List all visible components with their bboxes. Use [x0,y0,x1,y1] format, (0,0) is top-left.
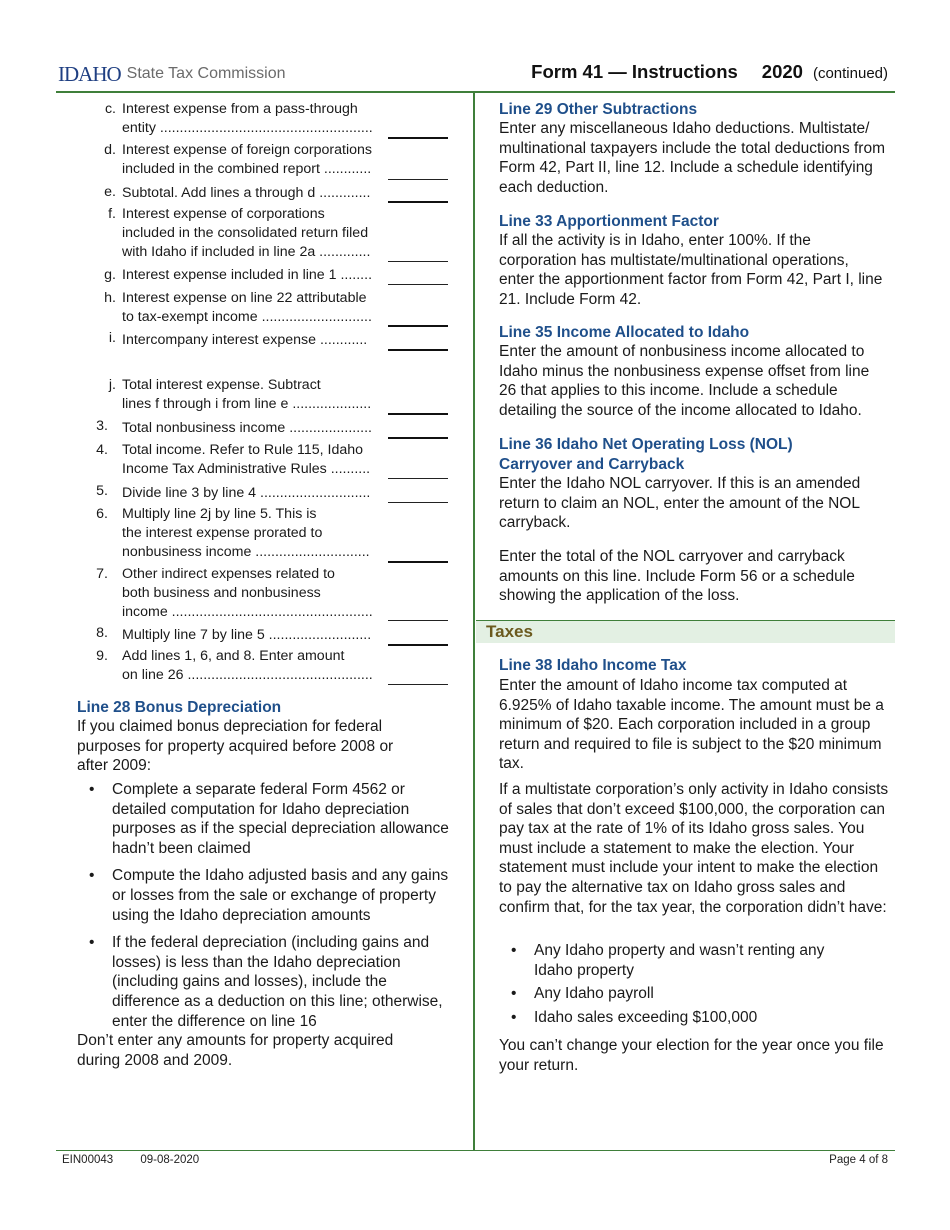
line29-body: Enter any miscellaneous Idaho deductions. Multistate/ multinational taxpayers include the total deductions from Form 42, Part II, line 12. Include a schedule identifying each deduction. [499,120,885,196]
list-item: • If the federal depreciation (including gains and losses) is less than the Idaho depreciation (including gains and losses), include the difference as a deduction on this line; otherwise, enter the difference on line 16 [77,933,452,1031]
row-text: Interest expense of corporations [122,206,325,222]
list-item: • Any Idaho payroll [499,984,849,1004]
taxes-section-heading [476,621,895,643]
row-text: Multiply line 2j by line 5. This is [122,506,317,522]
row-text: Total income. Refer to Rule 115, Idaho [122,442,364,458]
row-text: both business and nonbusiness [122,585,321,601]
row-text: Subtotal. Add lines a through d ............. [122,185,371,201]
line38-title: Line 38 Idaho Income Tax [499,657,687,674]
row-text: Divide line 3 by line 4 ............................ [122,485,371,501]
taxes-heading-text: Taxes [486,622,533,641]
line28-intro: If you claimed bonus depreciation for federal purposes for property acquired before 2008 or after 2009: [77,718,394,775]
header-divider [56,91,895,93]
row-label: 7. [96,566,108,582]
line36-body: Enter the Idaho NOL carryover. If this is an amended return to claim an NOL, enter the amount of the NOL carryback. [499,475,861,532]
row-text: on line 26 ............................................... [122,667,373,683]
amount-line [388,284,448,285]
row-text: Total interest expense. Subtract [122,377,321,393]
row-label: 8. [96,625,108,641]
amount-line [388,437,448,439]
amount-line [388,413,448,415]
line38-body-2: If a multistate corporation’s only activity in Idaho consists of sales that don’t exceed $100,000, the corporation can pay tax at the rate of 1% of its Idaho gross sales. You must include a statement to make the election. Your statement must include your intent to make the election to pay the alternative tax on Idaho gross sales and confirm that, for the tax year, the corporation didn’t have: [499,781,889,916]
row-label: 4. [96,442,108,458]
row-text: Interest expense included in line 1 ........ [122,267,373,283]
row-text: entity ...................................................... [122,120,373,136]
row-text: Interest expense on line 22 attributable [122,290,367,306]
brand-wordmark: IDAHO [58,61,121,86]
form-year: 2020 [761,61,803,82]
row-text: with Idaho if included in line 2a ............. [122,244,371,260]
line28-closing: Don’t enter any amounts for property acquired during 2008 and 2009. [77,1032,394,1069]
amount-line [388,137,448,139]
row-label: j. [108,377,116,393]
row-label: d. [104,142,116,158]
row-label: 9. [96,648,108,664]
amount-line [388,349,448,351]
footer-left [62,1154,199,1166]
page-header [531,61,888,83]
agency-name: State Tax Commission [126,65,286,82]
line33-title: Line 33 Apportionment Factor [499,213,719,230]
row-label: 3. [96,418,108,434]
continued-label: (continued) [812,65,888,82]
line38-bullet-list [499,941,849,1031]
line36-body-2: Enter the total of the NOL carryover and carryback amounts on this line. Include Form 56 or a schedule showing the application of the loss. [499,548,855,605]
amount-line [388,644,448,646]
row-text: Total nonbusiness income ..................... [122,420,372,436]
amount-line [388,620,448,621]
page-number: Page 4 of 8 [829,1154,888,1166]
row-text: Interest expense from a pass-through [122,101,358,117]
row-label: i. [108,330,116,346]
agency-logo [58,62,286,86]
form-code: EIN00043 [62,1154,114,1166]
row-text: Intercompany interest expense ............ [122,332,368,348]
line38-closing: You can’t change your election for the year once you file your return. [499,1037,884,1074]
amount-line [388,684,448,685]
row-text: to tax-exempt income ............................ [122,309,372,325]
line28-title: Line 28 Bonus Depreciation [77,699,282,716]
row-label: e. [104,184,116,200]
list-item: • Any Idaho property and wasn’t renting any Idaho property [499,941,849,980]
row-text: included in the consolidated return filed [122,225,369,241]
list-item: • Complete a separate federal Form 4562 or detailed computation for Idaho depreciation purposes as if the special depreciation allowance hadn’t been claimed [77,780,452,858]
column-divider [473,92,475,1150]
line35-body: Enter the amount of nonbusiness income allocated to Idaho minus the nonbusiness expense offset from line 26 that applies to this income. Include a schedule detailing the source of the income allocated to Idaho. [499,343,870,419]
row-label: 6. [96,506,108,522]
revision-date: 09-08-2020 [140,1154,200,1166]
interest-expense-worksheet [88,100,450,690]
row-label: 5. [96,483,108,499]
line29-title: Line 29 Other Subtractions [499,101,698,118]
row-text: Multiply line 7 by line 5 .......................... [122,627,372,643]
line33-body: If all the activity is in Idaho, enter 100%. If the corporation has multistate/multinational operations, enter the apportionment factor from Form 42, Part I, line 21. Include Form 42. [499,232,883,308]
row-text: included in the combined report ............ [122,161,372,177]
line35-title: Line 35 Income Allocated to Idaho [499,324,750,341]
row-text: income ................................................... [122,604,373,620]
list-item: • Idaho sales exceeding $100,000 [499,1008,849,1028]
footer-divider [56,1150,895,1151]
row-text: Income Tax Administrative Rules .......... [122,461,371,477]
amount-line [388,561,448,563]
amount-line [388,502,448,503]
row-label: h. [104,290,116,306]
row-text: Other indirect expenses related to [122,566,335,582]
amount-line [388,325,448,327]
amount-line [388,201,448,203]
row-text: Interest expense of foreign corporations [122,142,373,158]
row-label: f. [108,206,116,222]
row-label: g. [104,267,116,283]
line28-bullet-list [77,780,452,1039]
row-text: nonbusiness income ............................. [122,544,370,560]
amount-line [388,261,448,262]
line36-title-cont: Carryover and Carryback [499,456,685,473]
row-text: Add lines 1, 6, and 8. Enter amount [122,648,345,664]
list-item: • Compute the Idaho adjusted basis and any gains or losses from the sale or exchange of property using the Idaho depreciation amounts [77,866,452,925]
amount-line [388,478,448,479]
amount-line [388,179,448,180]
row-label: c. [104,101,116,117]
line38-body: Enter the amount of Idaho income tax computed at 6.925% of Idaho taxable income. The amount must be a minimum of $20. Each corporation included in a group return and required to file is subject to the $20 minimum tax. [499,677,884,773]
row-text: lines f through i from line e .................... [122,396,372,412]
form-title: Form 41 — Instructions [531,61,738,82]
row-text: the interest expense prorated to [122,525,323,541]
line36-title: Line 36 Idaho Net Operating Loss (NOL) [499,436,793,453]
